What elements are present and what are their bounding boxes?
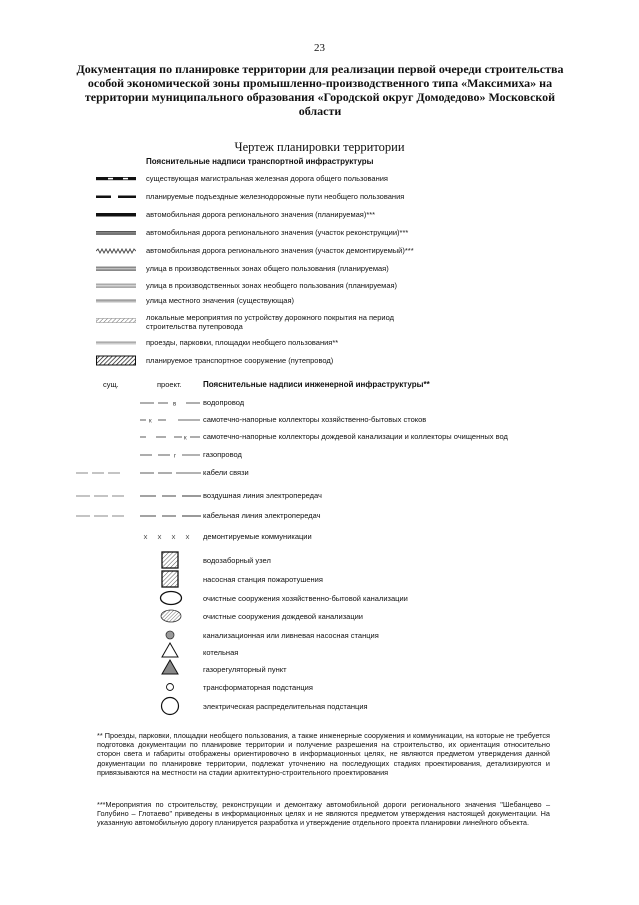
rail-existing-icon bbox=[96, 175, 136, 183]
legend-label: демонтируемые коммуникации bbox=[203, 532, 312, 541]
street-local-icon bbox=[96, 297, 136, 305]
title-line: Документация по планировке территории для реализации первой очереди строительства bbox=[76, 62, 564, 76]
legend-label: планируемое транспортное сооружение (путепровод) bbox=[146, 356, 334, 365]
pipe-code: к bbox=[184, 435, 187, 442]
legend-label: водозаборный узел bbox=[203, 556, 271, 565]
legend-label: автомобильная дорога регионального значения (участок реконструкции)*** bbox=[146, 228, 409, 237]
legend-label: трансформаторная подстанция bbox=[203, 683, 313, 692]
overhead-power-line-icon bbox=[76, 491, 201, 501]
gas-regulator-icon bbox=[160, 658, 180, 676]
legend-label: электрическая распределительная подстанция bbox=[203, 702, 368, 711]
page-number: 23 bbox=[314, 42, 325, 54]
road-regional-planned-icon bbox=[96, 211, 136, 219]
water-intake-icon bbox=[158, 550, 182, 570]
road-regional-reconstruction-icon bbox=[96, 229, 136, 237]
title-line: области bbox=[298, 104, 342, 118]
boiler-house-icon bbox=[160, 641, 180, 659]
legend-label: газопровод bbox=[203, 450, 242, 459]
transformer-substation-icon bbox=[162, 680, 178, 694]
column-existing-header: сущ. bbox=[103, 380, 119, 389]
legend-label: котельная bbox=[203, 648, 239, 657]
document-title bbox=[60, 62, 580, 118]
comm-cable-icon bbox=[76, 468, 201, 478]
street-public-industrial-icon bbox=[96, 265, 136, 273]
legend-label: водопровод bbox=[203, 398, 245, 407]
distribution-substation-icon bbox=[158, 695, 182, 717]
road-regional-dismantle-icon bbox=[96, 247, 136, 255]
legend-label: автомобильная дорога регионального значения (планируемая)*** bbox=[146, 210, 376, 219]
legend-label bbox=[146, 313, 394, 331]
legend-label: улица местного значения (существующая) bbox=[146, 296, 295, 305]
engineering-heading: Пояснительные надписи инженерной инфраструктуры** bbox=[203, 380, 430, 389]
street-nonpublic-industrial-icon bbox=[96, 282, 136, 290]
legend-label: очистные сооружения дождевой канализации bbox=[203, 612, 363, 621]
title-line: территории муниципального образования «Городской округ Домодедово» Московской bbox=[84, 90, 556, 104]
drawing-title: Чертеж планировки территории bbox=[234, 140, 405, 154]
cable-power-line-icon bbox=[76, 511, 201, 521]
storm-treatment-icon bbox=[158, 608, 184, 624]
sewer-collector-icon bbox=[140, 415, 200, 425]
pipe-code: к bbox=[149, 418, 152, 425]
transport-heading: Пояснительные надписи транспортной инфраструктуры bbox=[146, 157, 374, 166]
legend-label: улица в производственных зонах необщего пользования (планируемая) bbox=[146, 281, 398, 290]
legend-label: самотечно-напорные коллекторы дождевой канализации и коллекторы очищенных вод bbox=[203, 432, 508, 441]
storm-collector-icon bbox=[140, 432, 200, 442]
legend-label: существующая магистральная железная дорога общего пользования bbox=[146, 174, 388, 183]
legend-label: кабельная линия электропередач bbox=[203, 511, 321, 520]
pipe-code: г bbox=[174, 453, 177, 460]
driveways-parking-icon bbox=[96, 339, 136, 347]
legend-label: насосная станция пожаротушения bbox=[203, 575, 323, 584]
fire-pump-station-icon bbox=[158, 569, 182, 589]
water-pipe-icon bbox=[140, 398, 200, 408]
footnote-triple-asterisk: ***Мероприятия по строительству, реконструкции и демонтажу автомобильной дороги регионального значения "Шебанцево – Голубино – Глотаево" приведены в информационных целях и не являются предметом утверждения настоящей документации. На указанную автомобильную дорогу планируется разработка и утверждение отдельного проекта планировки линейного объекта. bbox=[97, 800, 550, 828]
sewage-pump-station-icon bbox=[162, 628, 178, 642]
gas-pipe-icon bbox=[140, 450, 200, 460]
legend-label-line: строительства путепровода bbox=[146, 322, 243, 331]
title-line: особой экономической зоны промышленно-производственного типа «Максимиха» на bbox=[87, 76, 553, 90]
legend-label: проезды, парковки, площадки необщего пользования** bbox=[146, 338, 339, 347]
footnote-double-asterisk: ** Проезды, парковки, площадки необщего пользования, а также инженерные сооружения и коммуникации, на которые не требуется подготовка документации по планировке территории и получение разрешения на строительство, их ориентация относительно сторон света и габариты отображены ориентировочно в информационных целях, не являются предметом утверждения данной документации по планировке территории, подлежат уточнению на последующих стадиях проектирования, детализируются и привязываются на местности на стадии архитектурно-строительного проектирования bbox=[97, 731, 550, 777]
domestic-treatment-icon bbox=[158, 590, 184, 606]
legend-label: автомобильная дорога регионального значения (участок демонтируемый)*** bbox=[146, 246, 414, 255]
legend-label: газорегуляторный пункт bbox=[203, 665, 287, 674]
legend-label: канализационная или ливневая насосная станция bbox=[203, 631, 379, 640]
rail-planned-icon bbox=[96, 193, 136, 201]
legend-label: улица в производственных зонах общего пользования (планируемая) bbox=[146, 264, 389, 273]
legend-label-line: локальные мероприятия по устройству дорожного покрытия на период bbox=[146, 313, 394, 322]
pipe-code: в bbox=[173, 401, 177, 408]
legend-label: самотечно-напорные коллекторы хозяйственно-бытовых стоков bbox=[203, 415, 427, 424]
overpass-icon bbox=[96, 355, 136, 367]
legend-label: кабели связи bbox=[203, 468, 249, 477]
legend-label: планируемые подъездные железнодорожные пути необщего пользования bbox=[146, 192, 405, 201]
legend-label: очистные сооружения хозяйственно-бытовой канализации bbox=[203, 594, 408, 603]
legend-label: воздушная линия электропередач bbox=[203, 491, 322, 500]
column-planned-header: проект. bbox=[157, 380, 182, 389]
local-road-works-icon bbox=[96, 317, 136, 325]
dismantled-utilities-icon bbox=[140, 532, 200, 542]
